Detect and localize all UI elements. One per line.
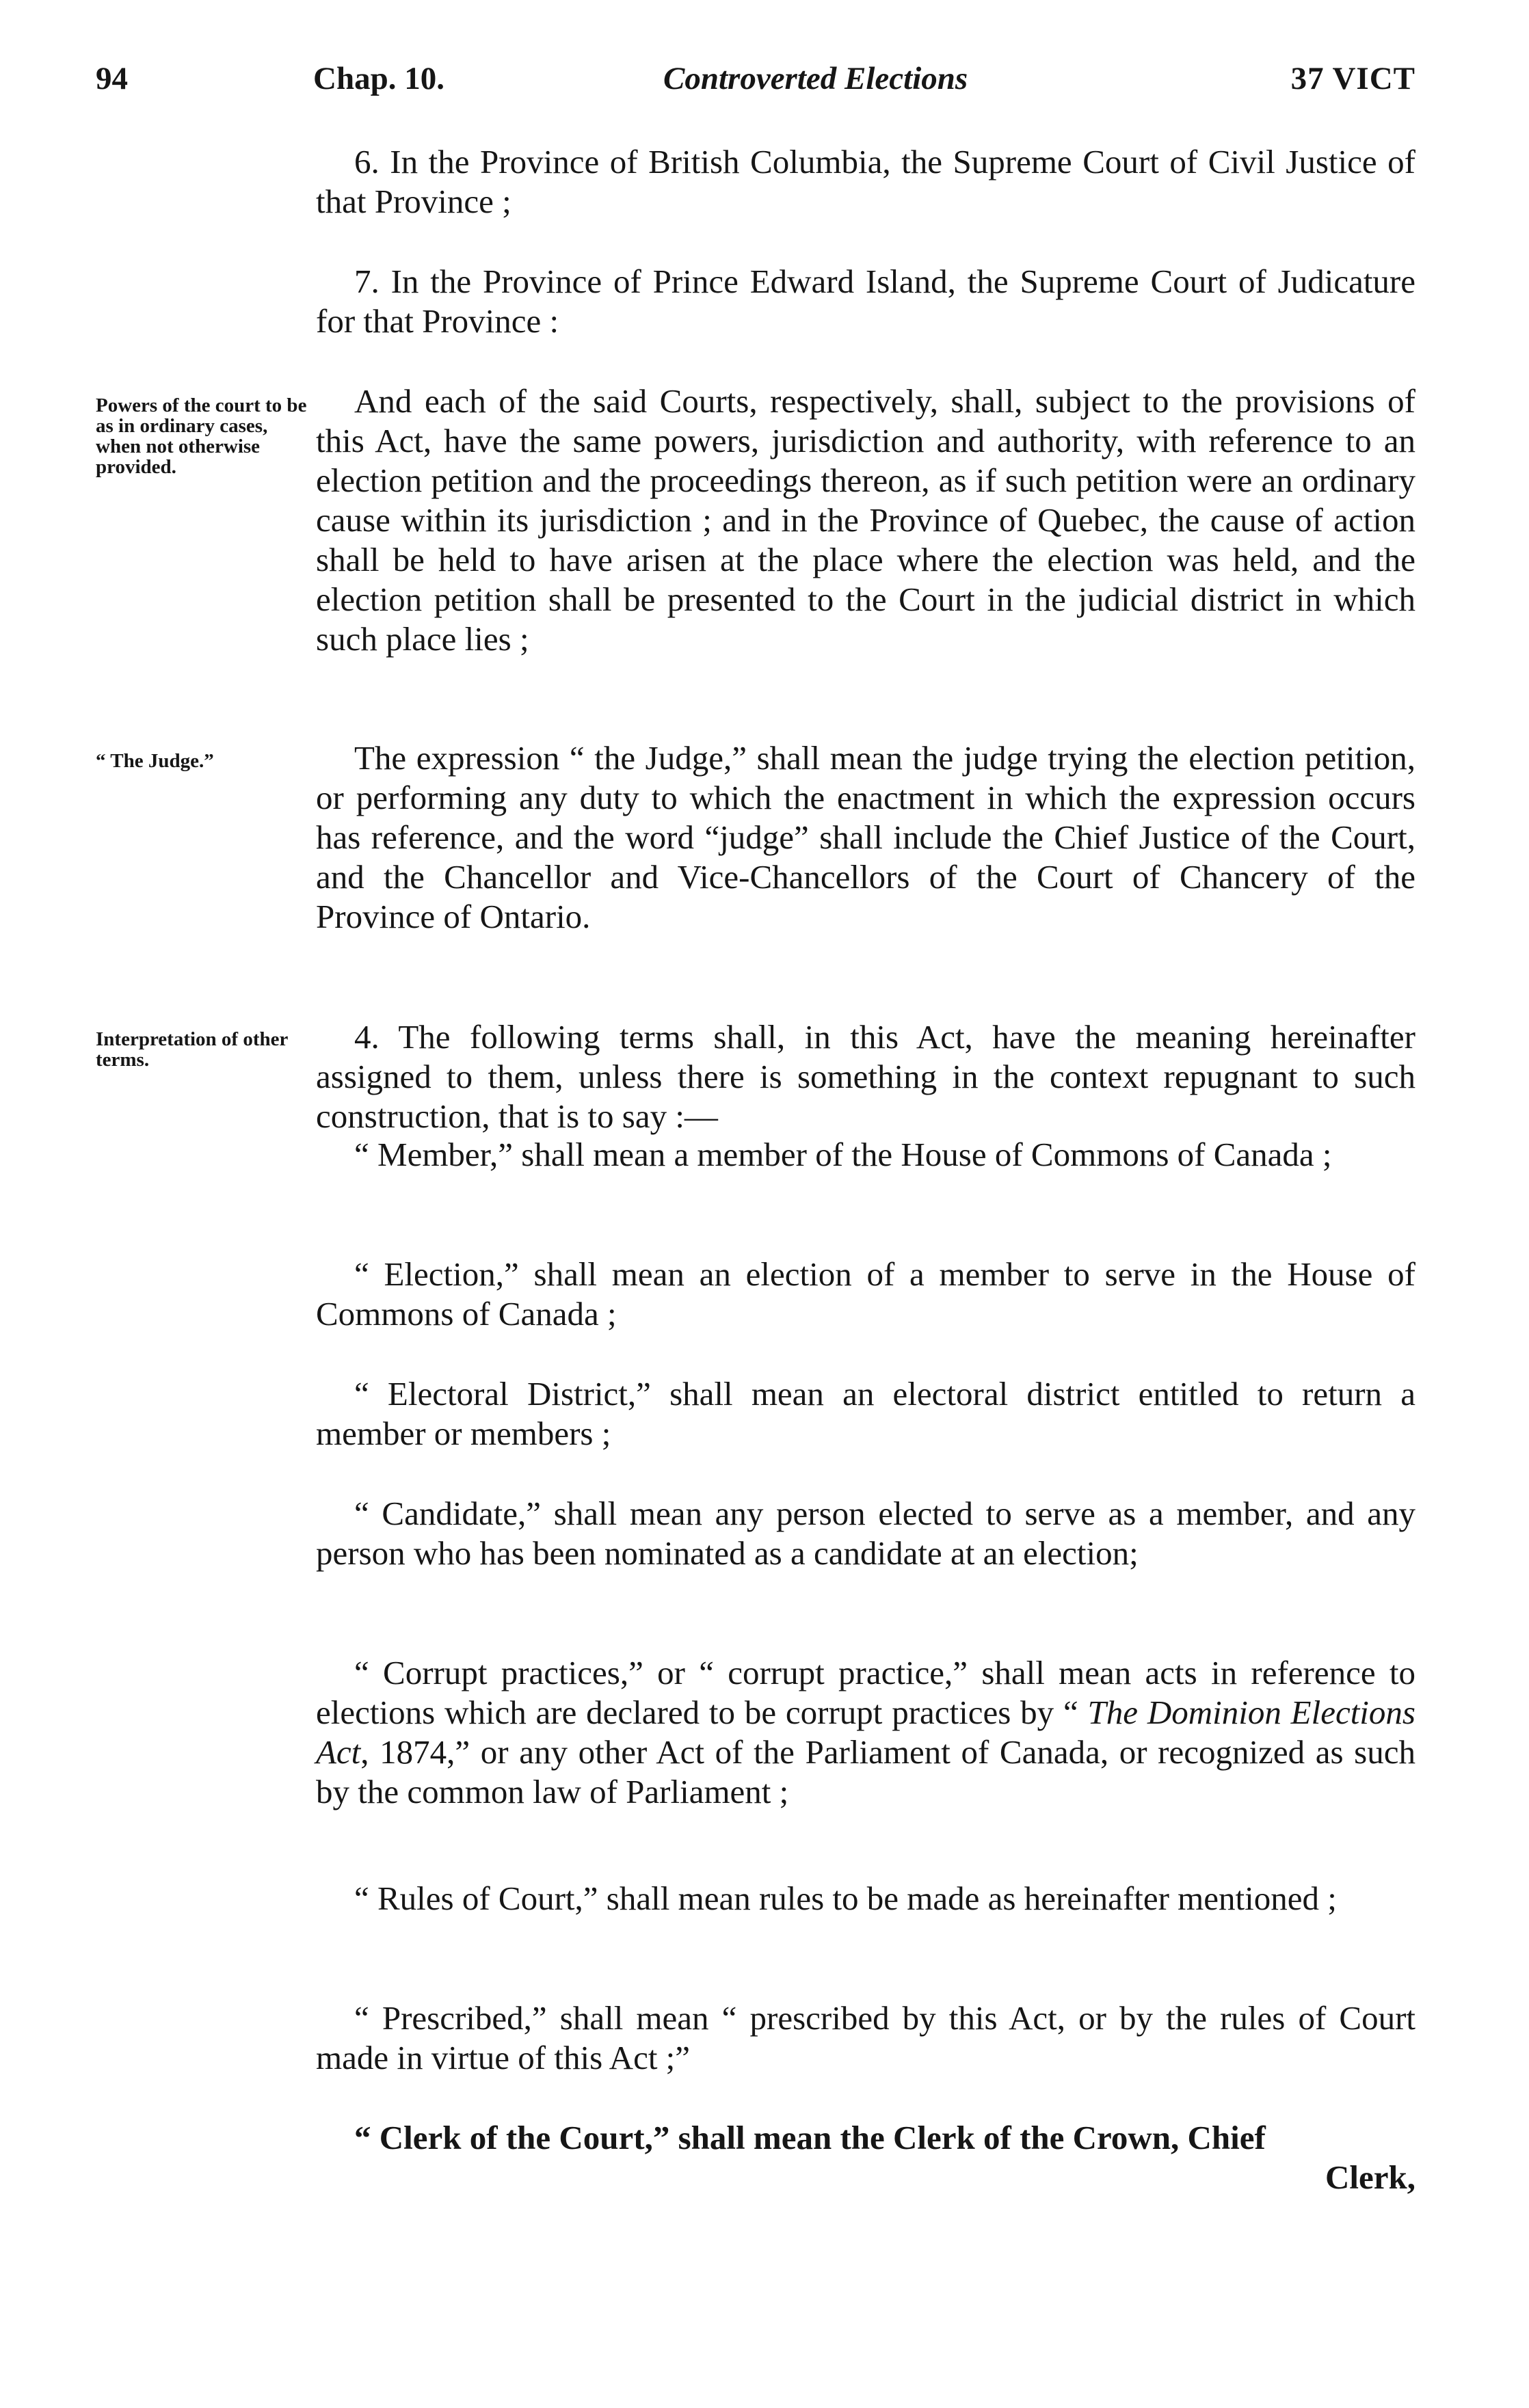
chapter-label: Chap. 10. xyxy=(313,61,444,96)
act-title: The Dominion Elections Act xyxy=(316,1694,1415,1771)
paragraph-the-judge: The expression “ the Judge,” shall mean the judge trying the election petition, or performing any duty to which the enactment in which the expression occurs has reference, and the word “judge” shall include the Chief Justice of the Court, and the Chancellor and Vice-Chancellors of the Court of Chancery of the Province of Ontario. xyxy=(316,739,1415,935)
running-title: Controverted Elections xyxy=(663,61,968,96)
definition-rules-of-court: “ Rules of Court,” shall mean rules to be made as hereinafter mentioned ; xyxy=(354,1879,1337,1917)
running-header xyxy=(96,60,1415,108)
sidenote-the-judge: “ The Judge.” xyxy=(96,750,214,772)
sidenote-powers: Powers of the court to be as in ordinary cases, when not otherwise provided. xyxy=(96,394,307,478)
paragraph-british-columbia: 6. In the Province of British Columbia, the Supreme Court of Civil Justice of that Province ; xyxy=(316,143,1415,220)
paragraph-powers: And each of the said Courts, respectively, shall, subject to the provisions of this Act, have the same powers, jurisdiction and authority, with reference to an election petition and the proceedings thereon, as if such petition were an ordinary cause within its jurisdiction ; and in the Province of Quebec, the cause of action shall be held to have arisen at the place where the election was held, and the election petition shall be presented to the Court in the judicial district in which such place lies ; xyxy=(316,382,1415,658)
definition-corrupt-practices xyxy=(316,1653,1424,1812)
corrupt-text-start: “ Corrupt practices,” or “ corrupt practice,” shall mean acts in reference to elections which are declared to be corrupt practices by “ xyxy=(316,1654,1424,1731)
definition-member: “ Member,” shall mean a member of the House of Commons of Canada ; xyxy=(354,1136,1332,1173)
regnal-year: 37 VICT xyxy=(1290,61,1415,96)
definition-candidate-text: “ Candidate,” shall mean any person elected to serve as a member, and any person who has been nominated as a candidate at an election; xyxy=(316,1495,1415,1572)
definition-electoral-district: “ Electoral District,” shall mean an electoral district entitled to return a member or members ; xyxy=(316,1375,1415,1452)
paragraph-prince-edward-island: 7. In the Province of Prince Edward Island, the Supreme Court of Judicature for that Province : xyxy=(316,263,1415,340)
catchword-clerk: Clerk, xyxy=(1325,2158,1415,2196)
definition-candidate xyxy=(316,1494,1415,1573)
paragraph-section-4: 4. The following terms shall, in this Act, have the meaning hereinafter assigned to them, unless there is something in the context repugnant to such construction, that is to say :— xyxy=(316,1018,1415,1135)
definition-clerk-of-court: “ Clerk of the Court,” shall mean the Clerk of the Crown, Chief xyxy=(354,2119,1266,2156)
corrupt-text-end: , 1874,” or any other Act of the Parliament of Canada, or recognized as such by the common law of Parliament ; xyxy=(316,1733,1415,1810)
definition-election: “ Election,” shall mean an election of a member to serve in the House of Commons of Canada ; xyxy=(316,1255,1415,1333)
definition-prescribed: “ Prescribed,” shall mean “ prescribed by this Act, or by the rules of Court made in virtue of this Act ;” xyxy=(316,1999,1415,2076)
sidenote-interpretation: Interpretation of other terms. xyxy=(96,1028,288,1071)
page-number: 94 xyxy=(96,61,128,96)
